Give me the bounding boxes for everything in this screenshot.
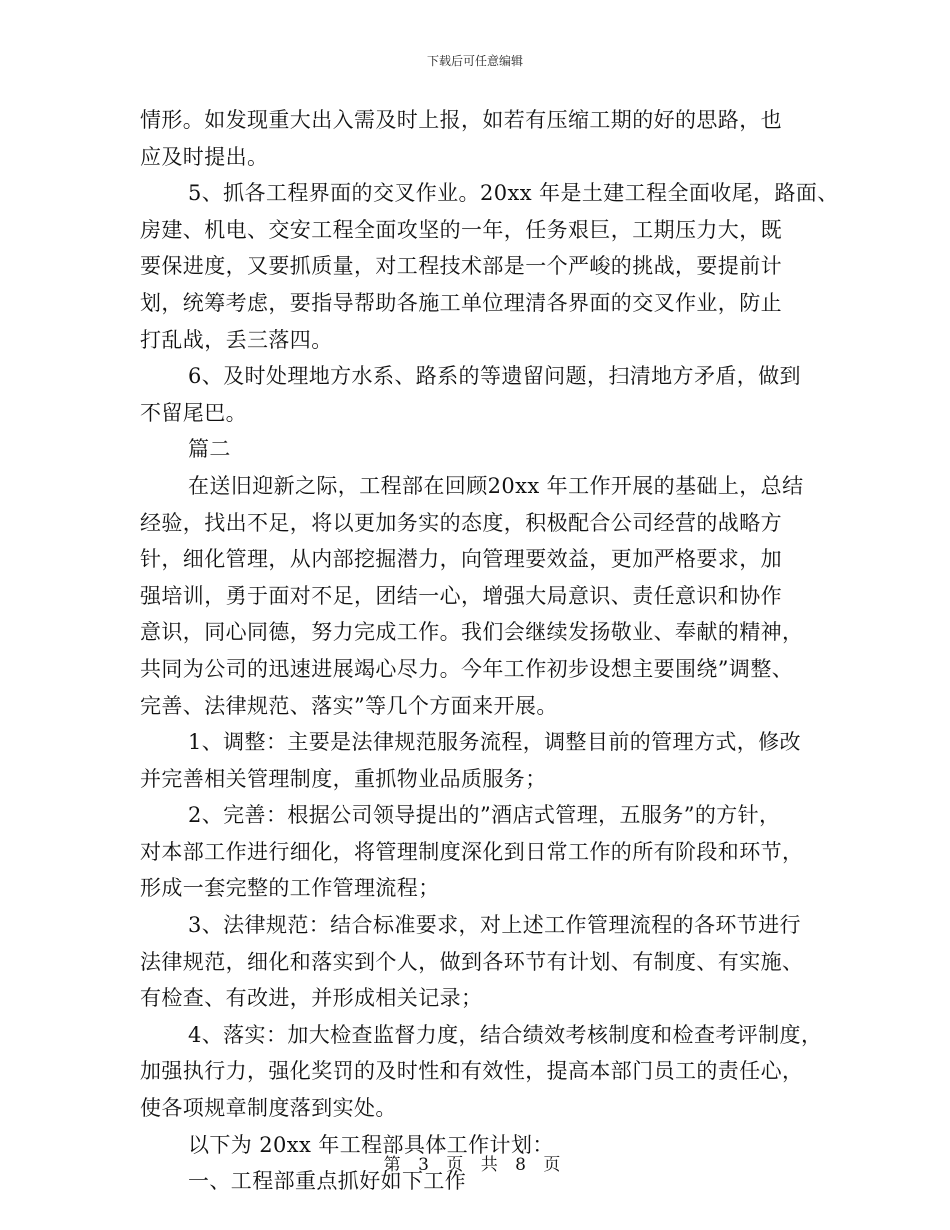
text-line: 意识，同心同德，努力完成工作。我们会继续发扬敬业、奉献的精神，: [140, 620, 804, 645]
paragraph-start: 1、调整：主要是法律规范服务流程，调整目前的管理方式，修改: [188, 730, 801, 755]
paragraph-start: 5、抓各工程界面的交叉作业。20xx 年是土建工程全面收尾，路面、: [188, 181, 839, 206]
text-line: 共同为公司的迅速进展竭心尽力。今年工作初步设想主要围绕”调整、: [140, 656, 794, 681]
paragraph-start: 6、及时处理地方水系、路系的等遗留问题，扫清地方矛盾，做到: [188, 364, 801, 389]
section-heading: 一、工程部重点抓好如下工作: [188, 1169, 467, 1194]
page-footer: 第 3 页 共 8 页: [383, 1155, 567, 1175]
text-line: 经验，找出不足，将以更加务实的态度，积极配合公司经营的战略方: [140, 510, 782, 535]
paragraph-start: 在送旧迎新之际，工程部在回顾20xx 年工作开展的基础上，总结: [188, 473, 804, 498]
page-header: 下载后可任意编辑: [426, 54, 523, 68]
text-line: 强培训，勇于面对不足，团结一心，增强大局意识、责任意识和协作: [140, 583, 782, 608]
text-line: 法律规范，细化和落实到个人，做到各环节有计划、有制度、有实施、: [140, 949, 804, 974]
text-line: 针，细化管理，从内部挖掘潜力，向管理要效益，更加严格要求，加: [140, 547, 782, 572]
text-line: 有检查、有改进，并形成相关记录；: [140, 986, 483, 1011]
text-line: 打乱战，丢三落四。: [140, 327, 333, 352]
paragraph-start: 4、落实：加大检查监督力度，结合绩效考核制度和检查考评制度，: [188, 1022, 823, 1047]
text-line: 使各项规章制度落到实处。: [140, 1096, 397, 1121]
paragraph-start: 2、完善：根据公司领导提出的”酒店式管理，五服务”的方针，: [188, 803, 781, 828]
text-line: 加强执行力，强化奖罚的及时性和有效性，提高本部门员工的责任心，: [140, 1059, 804, 1084]
text-line: 房建、机电、交安工程全面攻坚的一年，任务艰巨，工期压力大，既: [140, 217, 782, 242]
text-line: 完善、法律规范、落实”等几个方面来开展。: [140, 693, 558, 718]
section-heading: 篇二: [188, 437, 231, 462]
text-line: 形成一套完整的工作管理流程；: [140, 876, 440, 901]
text-line: 划，统筹考虑，要指导帮助各施工单位理清各界面的交叉作业，防止: [140, 290, 782, 315]
text-line: 对本部工作进行细化，将管理制度深化到日常工作的所有阶段和环节，: [140, 839, 804, 864]
text-line: 应及时提出。: [140, 144, 269, 169]
text-line: 并完善相关管理制度，重抓物业品质服务；: [140, 766, 547, 791]
text-line: 要保进度，又要抓质量，对工程技术部是一个严峻的挑战，要提前计: [140, 254, 782, 279]
document-body: [140, 102, 839, 1200]
paragraph-start: 以下为 20xx 年工程部具体工作计划：: [188, 1132, 554, 1157]
text-line: 不留尾巴。: [140, 400, 247, 425]
text-line: 情形。如发现重大出入需及时上报，如若有压缩工期的好的思路，也: [140, 108, 782, 132]
paragraph-start: 3、法律规范：结合标准要求，对上述工作管理流程的各环节进行: [188, 913, 801, 938]
